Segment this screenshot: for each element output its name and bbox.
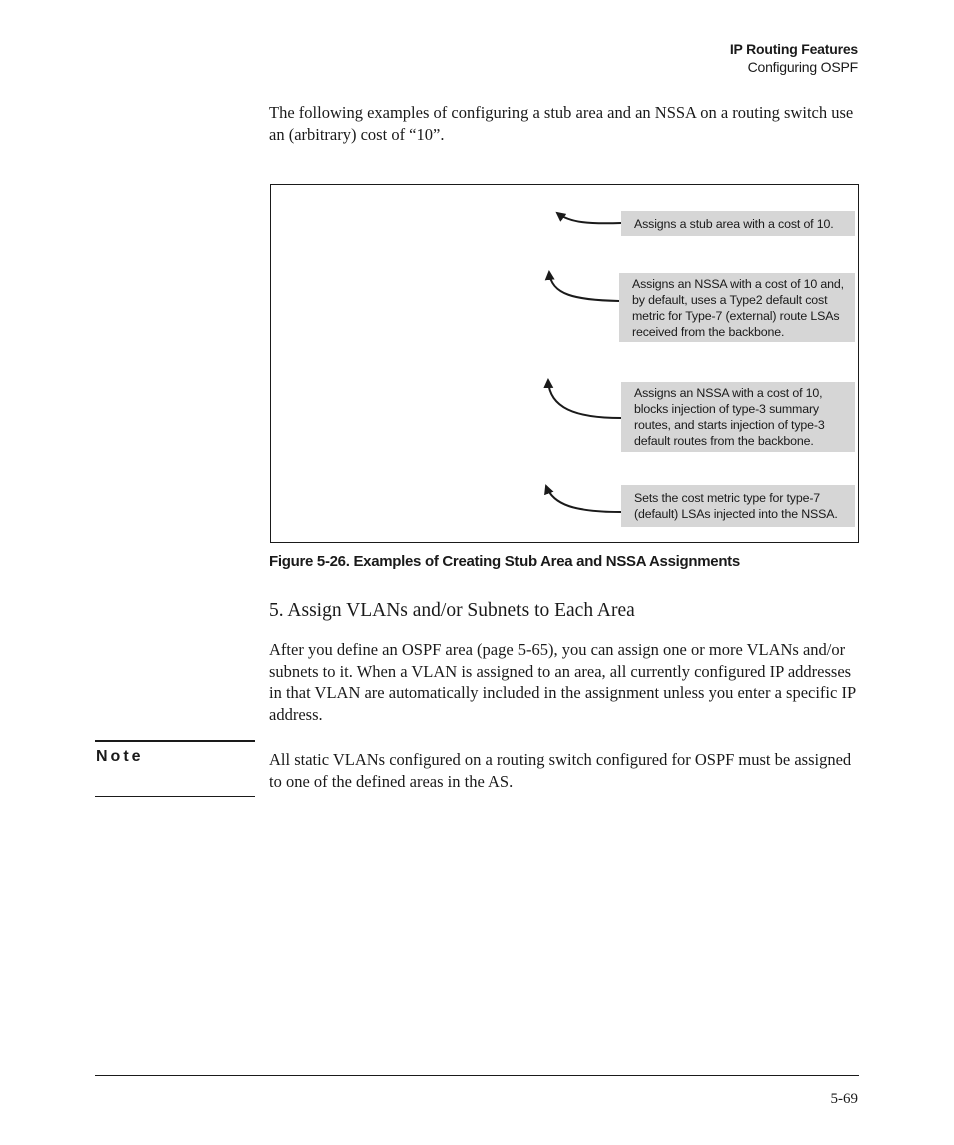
- figure-caption: Figure 5-26. Examples of Creating Stub Area and NSSA Assignments: [269, 553, 740, 570]
- section-heading: 5. Assign VLANs and/or Subnets to Each Area: [269, 600, 635, 621]
- callout-nssa-no-summary: Assigns an NSSA with a cost of 10, blocks injection of type-3 summary routes, and starts injection of type-3 default routes from the backbone.: [621, 382, 855, 452]
- note-label: Note: [96, 748, 144, 765]
- running-header-subtitle: Configuring OSPF: [747, 59, 858, 75]
- section-body: After you define an OSPF area (page 5-65), you can assign one or more VLANs and/or subnets to it. When a VLAN is assigned to an area, all currently configured IP addresses in that VLAN are automatically included in the assignment unless you enter a specific IP address.: [269, 640, 856, 724]
- callout-nssa-type2: Assigns an NSSA with a cost of 10 and, by default, uses a Type2 default cost metric for Type-7 (external) route LSAs received from the backbone.: [619, 273, 855, 342]
- footer-rule: [95, 1075, 859, 1076]
- intro-paragraph: The following examples of configuring a stub area and an NSSA on a routing switch use an (arbitrary) cost of “10”.: [269, 103, 854, 144]
- note-text: All static VLANs configured on a routing switch configured for OSPF must be assigned to one of the defined areas in the AS.: [269, 750, 852, 791]
- note-rule-bottom: [95, 796, 255, 797]
- running-header-title: IP Routing Features: [729, 41, 858, 57]
- callout-stub-area: Assigns a stub area with a cost of 10.: [621, 211, 855, 236]
- callout-cost-metric-type: Sets the cost metric type for type-7 (default) LSAs injected into the NSSA.: [621, 485, 855, 527]
- page-number: 5-69: [830, 1091, 858, 1107]
- note-rule-top: [95, 740, 255, 742]
